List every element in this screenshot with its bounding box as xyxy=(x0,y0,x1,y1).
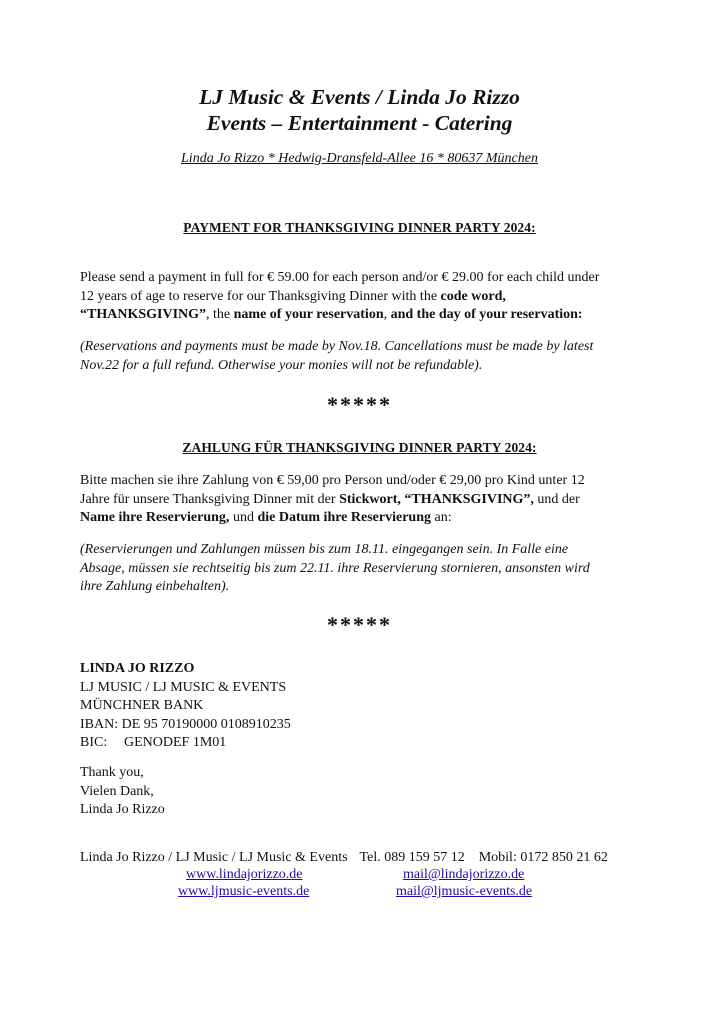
closing-line-3: Linda Jo Rizzo xyxy=(80,802,165,817)
closing-line-1: Thank you, xyxy=(80,765,144,780)
german-heading: ZAHLUNG FÜR THANKSGIVING DINNER PARTY 2024: xyxy=(182,440,537,455)
title-line-1: LJ Music & Events / Linda Jo Rizzo xyxy=(199,85,520,109)
bank-name: MÜNCHNER BANK xyxy=(80,698,204,713)
german-note xyxy=(80,541,646,597)
separator-stars-1: ***** xyxy=(327,392,392,417)
german-note-3: ihre Zahlung einbehalten). xyxy=(80,579,230,594)
address-line: Linda Jo Rizzo * Hedwig-Dransfeld-Allee 16 * 80637 München xyxy=(181,151,538,166)
english-heading: PAYMENT FOR THANKSGIVING DINNER PARTY 2024: xyxy=(183,220,536,235)
bic: BIC: GENODEF 1M01 xyxy=(80,735,227,750)
footer-web2-wrap xyxy=(178,883,309,902)
website-link-lindajorizzo[interactable]: www.lindajorizzo.de xyxy=(186,867,303,882)
german-line-2: Jahre für unsere Thanksgiving Dinner mit der Stickwort, “THANKSGIVING”, und der xyxy=(80,491,580,507)
title-line-2: Events – Entertainment - Catering xyxy=(206,111,513,135)
footer-contact-line xyxy=(80,849,608,868)
footer-mail1-wrap xyxy=(403,866,524,885)
english-paragraph xyxy=(80,269,646,325)
company-title xyxy=(0,84,719,136)
email-link-ljmusic-events[interactable]: mail@ljmusic-events.de xyxy=(396,884,533,899)
stickwort: Stickwort, “THANKSGIVING”, xyxy=(339,491,534,507)
footer-mobil: Mobil: 0172 850 21 62 xyxy=(478,850,608,865)
website-link-ljmusic-events[interactable]: www.ljmusic-events.de xyxy=(178,884,310,899)
code-word: “THANKSGIVING” xyxy=(80,307,207,322)
english-note-1: (Reservations and payments must be made by Nov.18. Cancellations must be made by latest xyxy=(80,339,594,354)
closing-line-2: Vielen Dank, xyxy=(80,783,154,799)
german-paragraph xyxy=(80,472,646,528)
footer-web1-wrap xyxy=(186,866,303,885)
bank-company: LJ MUSIC / LJ MUSIC & EVENTS xyxy=(80,679,287,695)
separator-stars-2: ***** xyxy=(327,612,392,637)
german-note-2: Absage, müssen sie rechtseitig bis zum 22.11. ihre Reservierung stornieren, ansonsten wird xyxy=(80,560,590,576)
german-line-1: Bitte machen sie ihre Zahlung von € 59,00 pro Person und/oder € 29,00 pro Kind unter 12 xyxy=(80,473,585,488)
english-line-2: 12 years of age to reserve for our Thanksgiving Dinner with the code word, xyxy=(80,288,506,304)
english-note-2: Nov.22 for a full refund. Otherwise your monies will not be refundable). xyxy=(80,357,483,373)
footer-company: Linda Jo Rizzo / LJ Music / LJ Music & Events xyxy=(80,850,348,865)
english-note xyxy=(80,338,646,375)
english-line-3: “THANKSGIVING”, the name of your reservation, and the day of your reservation: xyxy=(80,307,583,322)
german-line-3: Name ihre Reservierung, und die Datum ihre Reservierung an: xyxy=(80,510,452,525)
footer-mail2-wrap xyxy=(396,883,532,902)
german-note-1: (Reservierungen und Zahlungen müssen bis zum 18.11. eingegangen sein. In Falle eine xyxy=(80,542,569,557)
closing xyxy=(80,764,646,820)
bank-details xyxy=(80,660,646,753)
email-link-lindajorizzo[interactable]: mail@lindajorizzo.de xyxy=(403,867,525,882)
account-holder: LINDA JO RIZZO xyxy=(80,661,195,676)
footer-tel: Tel. 089 159 57 12 xyxy=(359,850,465,865)
english-line-1: Please send a payment in full for € 59.00 for each person and/or € 29.00 for each child under xyxy=(80,270,600,285)
iban: IBAN: DE 95 70190000 0108910235 xyxy=(80,716,291,732)
code-word-label: code word, xyxy=(440,288,506,304)
